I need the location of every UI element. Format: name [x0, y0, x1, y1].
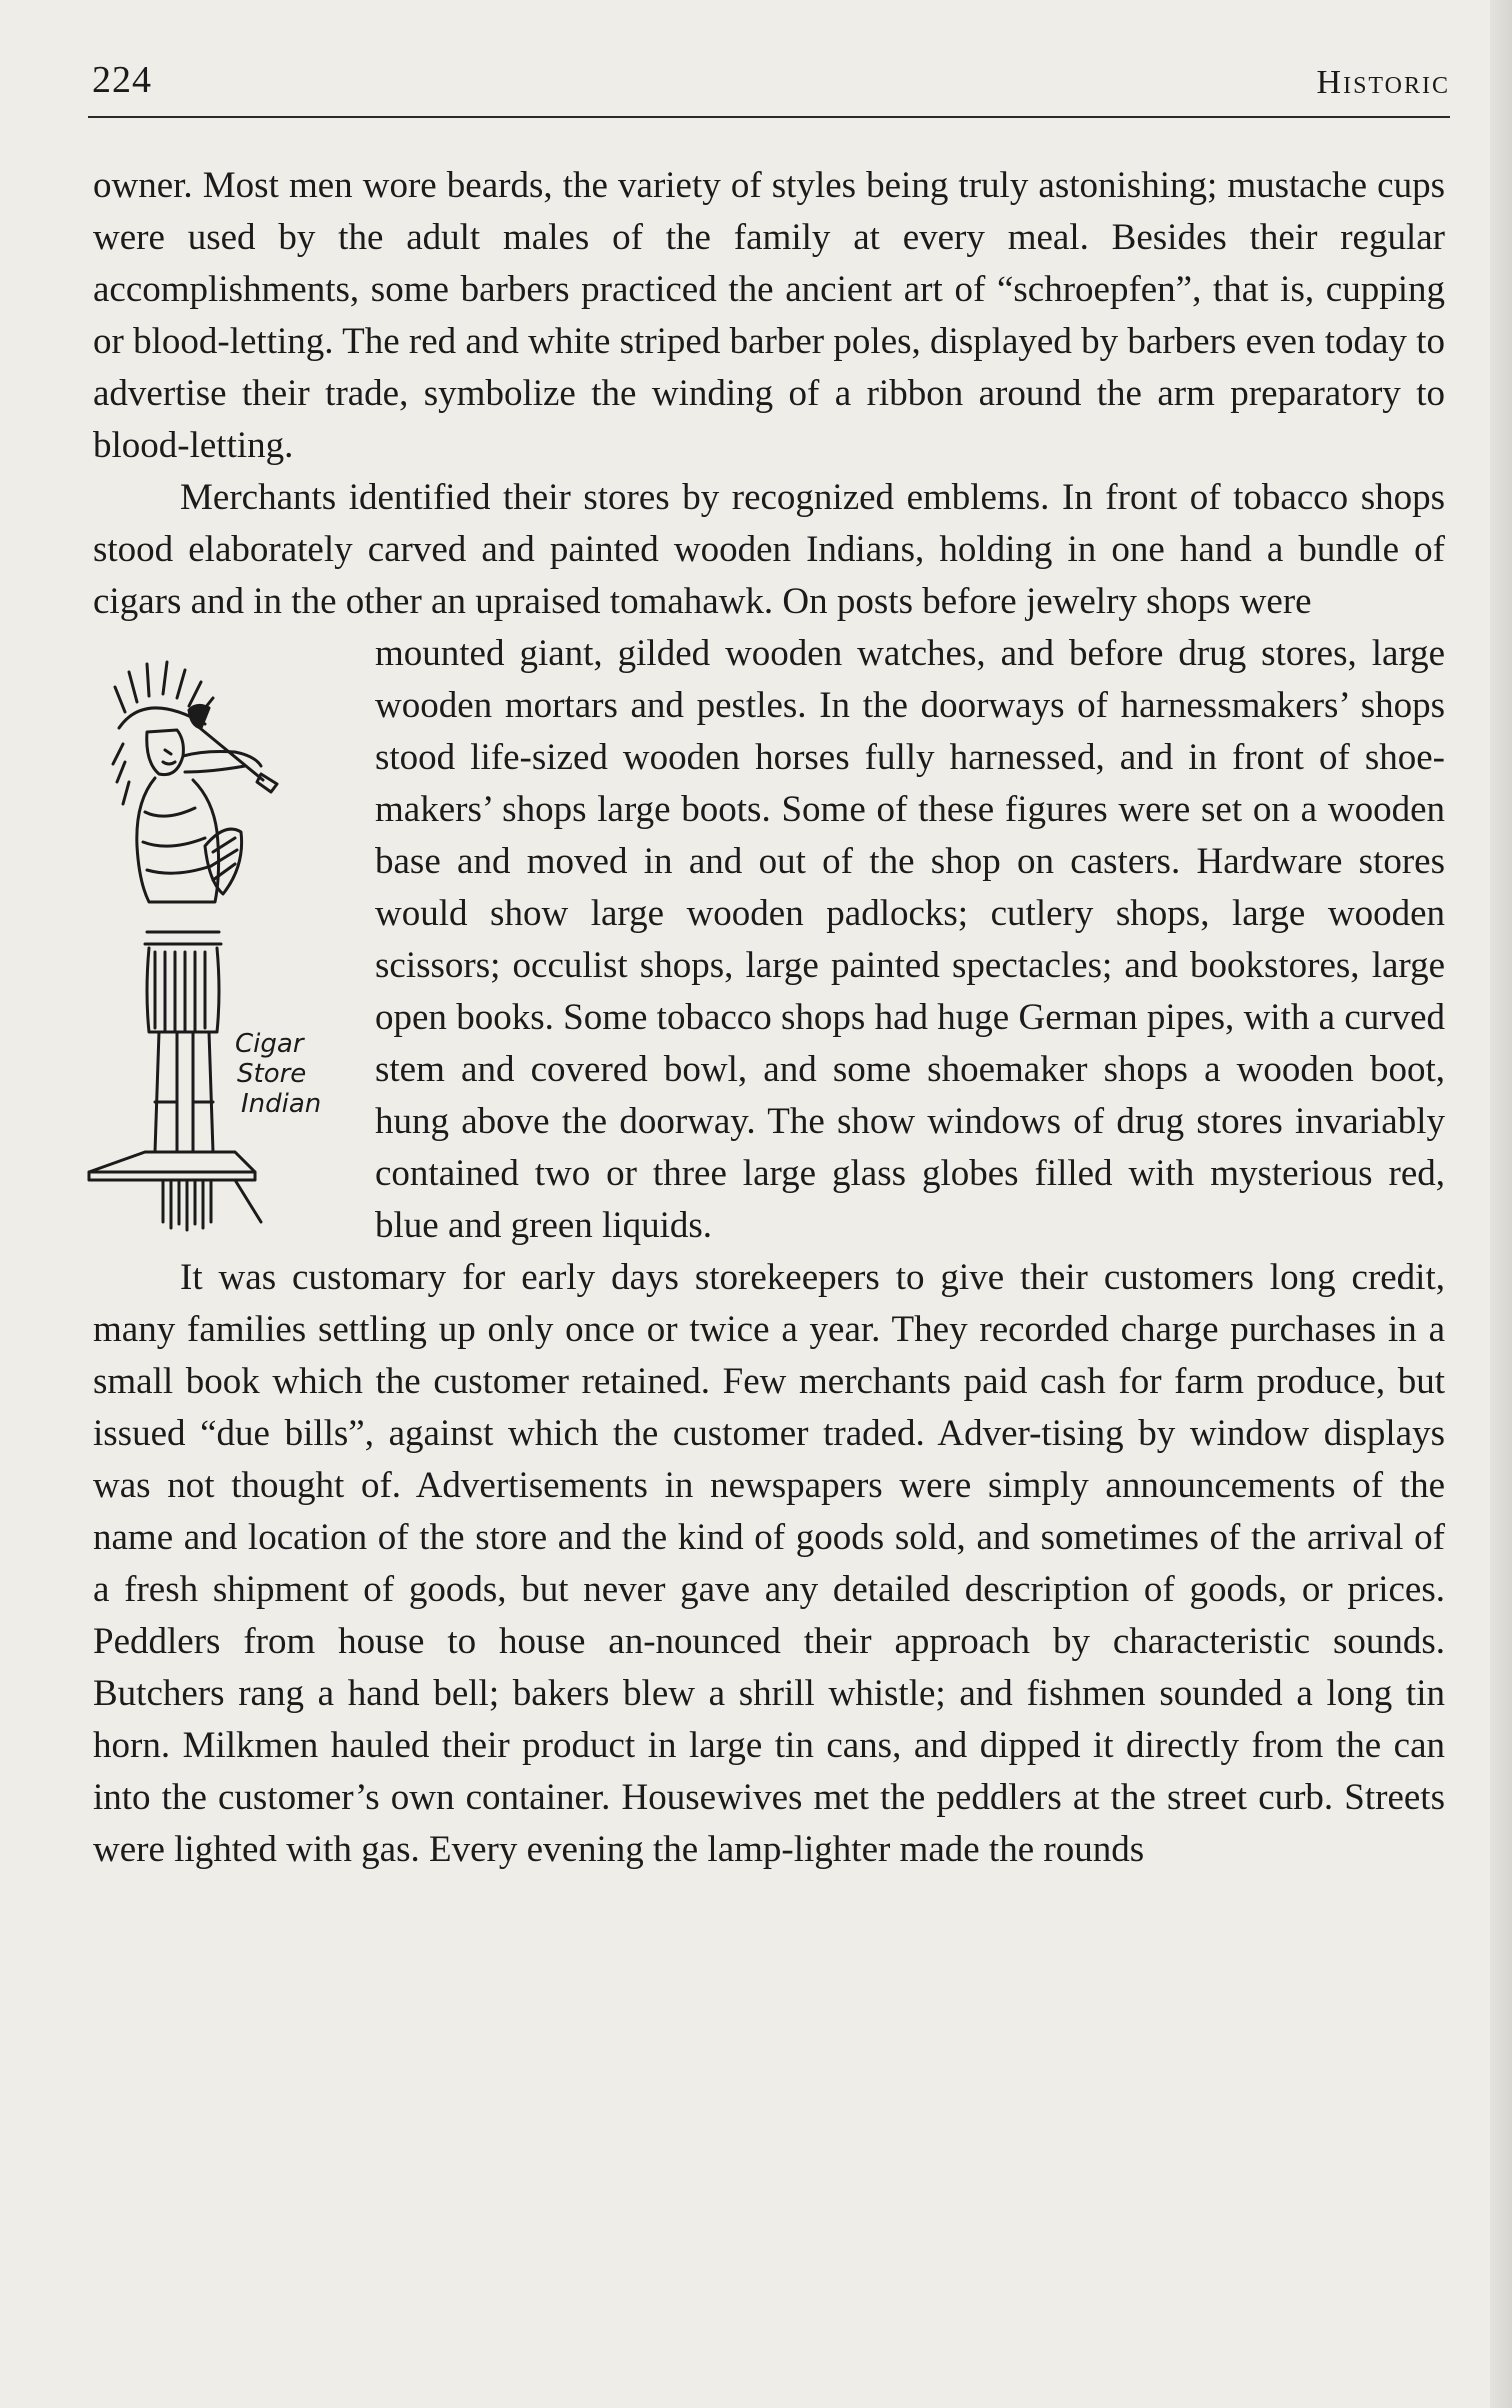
page-header	[88, 56, 1450, 118]
running-head: Historic	[1316, 64, 1450, 101]
paragraph-continued: owner. Most men wore beards, the variety of styles being truly astonishing; mustache cups were used by the adult males of the family at every meal. Besides their regular accomplishments, some barbers practiced the ancient art of “schroepfen”, that is, cupping or blood-letting. The red and white striped barber poles, displayed by barbers even today to advertise their trade, symbolize the winding of a ribbon around the arm preparatory to blood-letting.	[93, 165, 1445, 466]
cigar-store-indian-figure	[85, 632, 353, 1232]
body-text	[93, 160, 1445, 1876]
figure-caption-line-2: Store	[237, 1059, 307, 1089]
page-number: 224	[92, 59, 152, 101]
figure-caption-line-3: Indian	[241, 1089, 322, 1119]
paragraph-merchants: Merchants identified their stores by recognized emblems. In front of tobacco shops stood elaborately carved and painted wooden Indians, holding in one hand a bundle of cigars and in the other an upraised tomahawk. On posts before jewelry shops were	[93, 477, 1445, 622]
paragraph-storekeepers: It was customary for early days storekeepers to give their customers long credit, many families settling up only once or twice a year. They recorded charge purchases in a small book which the customer retained. Few merchants paid cash for farm produce, but issued “due bills”, against which the customer traded. Adver-tising by window displays was not thought of. Advertisements in newspapers were simply announcements of the name and location of the store and the kind of goods sold, and sometimes of the arrival of a fresh shipment of goods, but never gave any detailed description of goods, or prices. Peddlers from house to house an-nounced their approach by characteristic sounds. Butchers rang a hand bell; bakers blew a shrill whistle; and fishmen sounded a long tin horn. Milkmen hauled their product in large tin cans, and dipped it directly from the can into the customer’s own container. Housewives met the peddlers at the street curb. Streets were lighted with gas. Every evening the lamp-lighter made the rounds	[93, 1257, 1445, 1870]
page-edge	[1490, 0, 1512, 2408]
cigar-store-indian-drawing	[85, 632, 353, 1232]
figure-caption-line-1: Cigar	[235, 1029, 304, 1059]
paragraph-continued-wrap: mounted giant, gilded wooden watches, and before drug stores, large wooden mortars and pestles. In the doorways of harnessmakers’ shops stood life-sized wooden horses fully harnessed, and in front of shoe-makers’ shops large boots. Some of these figures were set on a wooden base and moved in and out of the shop on casters. Hardware stores would show large wooden padlocks; cutlery shops, large wooden scissors; occulist shops, large painted spectacles; and bookstores, large open books. Some tobacco shops had huge German pipes, with a curved stem and covered bowl, and some shoemaker shops a wooden boot, hung above the doorway. The show windows of drug stores invariably contained two or three large glass globes filled with mysterious red, blue and green liquids.	[375, 633, 1445, 1246]
